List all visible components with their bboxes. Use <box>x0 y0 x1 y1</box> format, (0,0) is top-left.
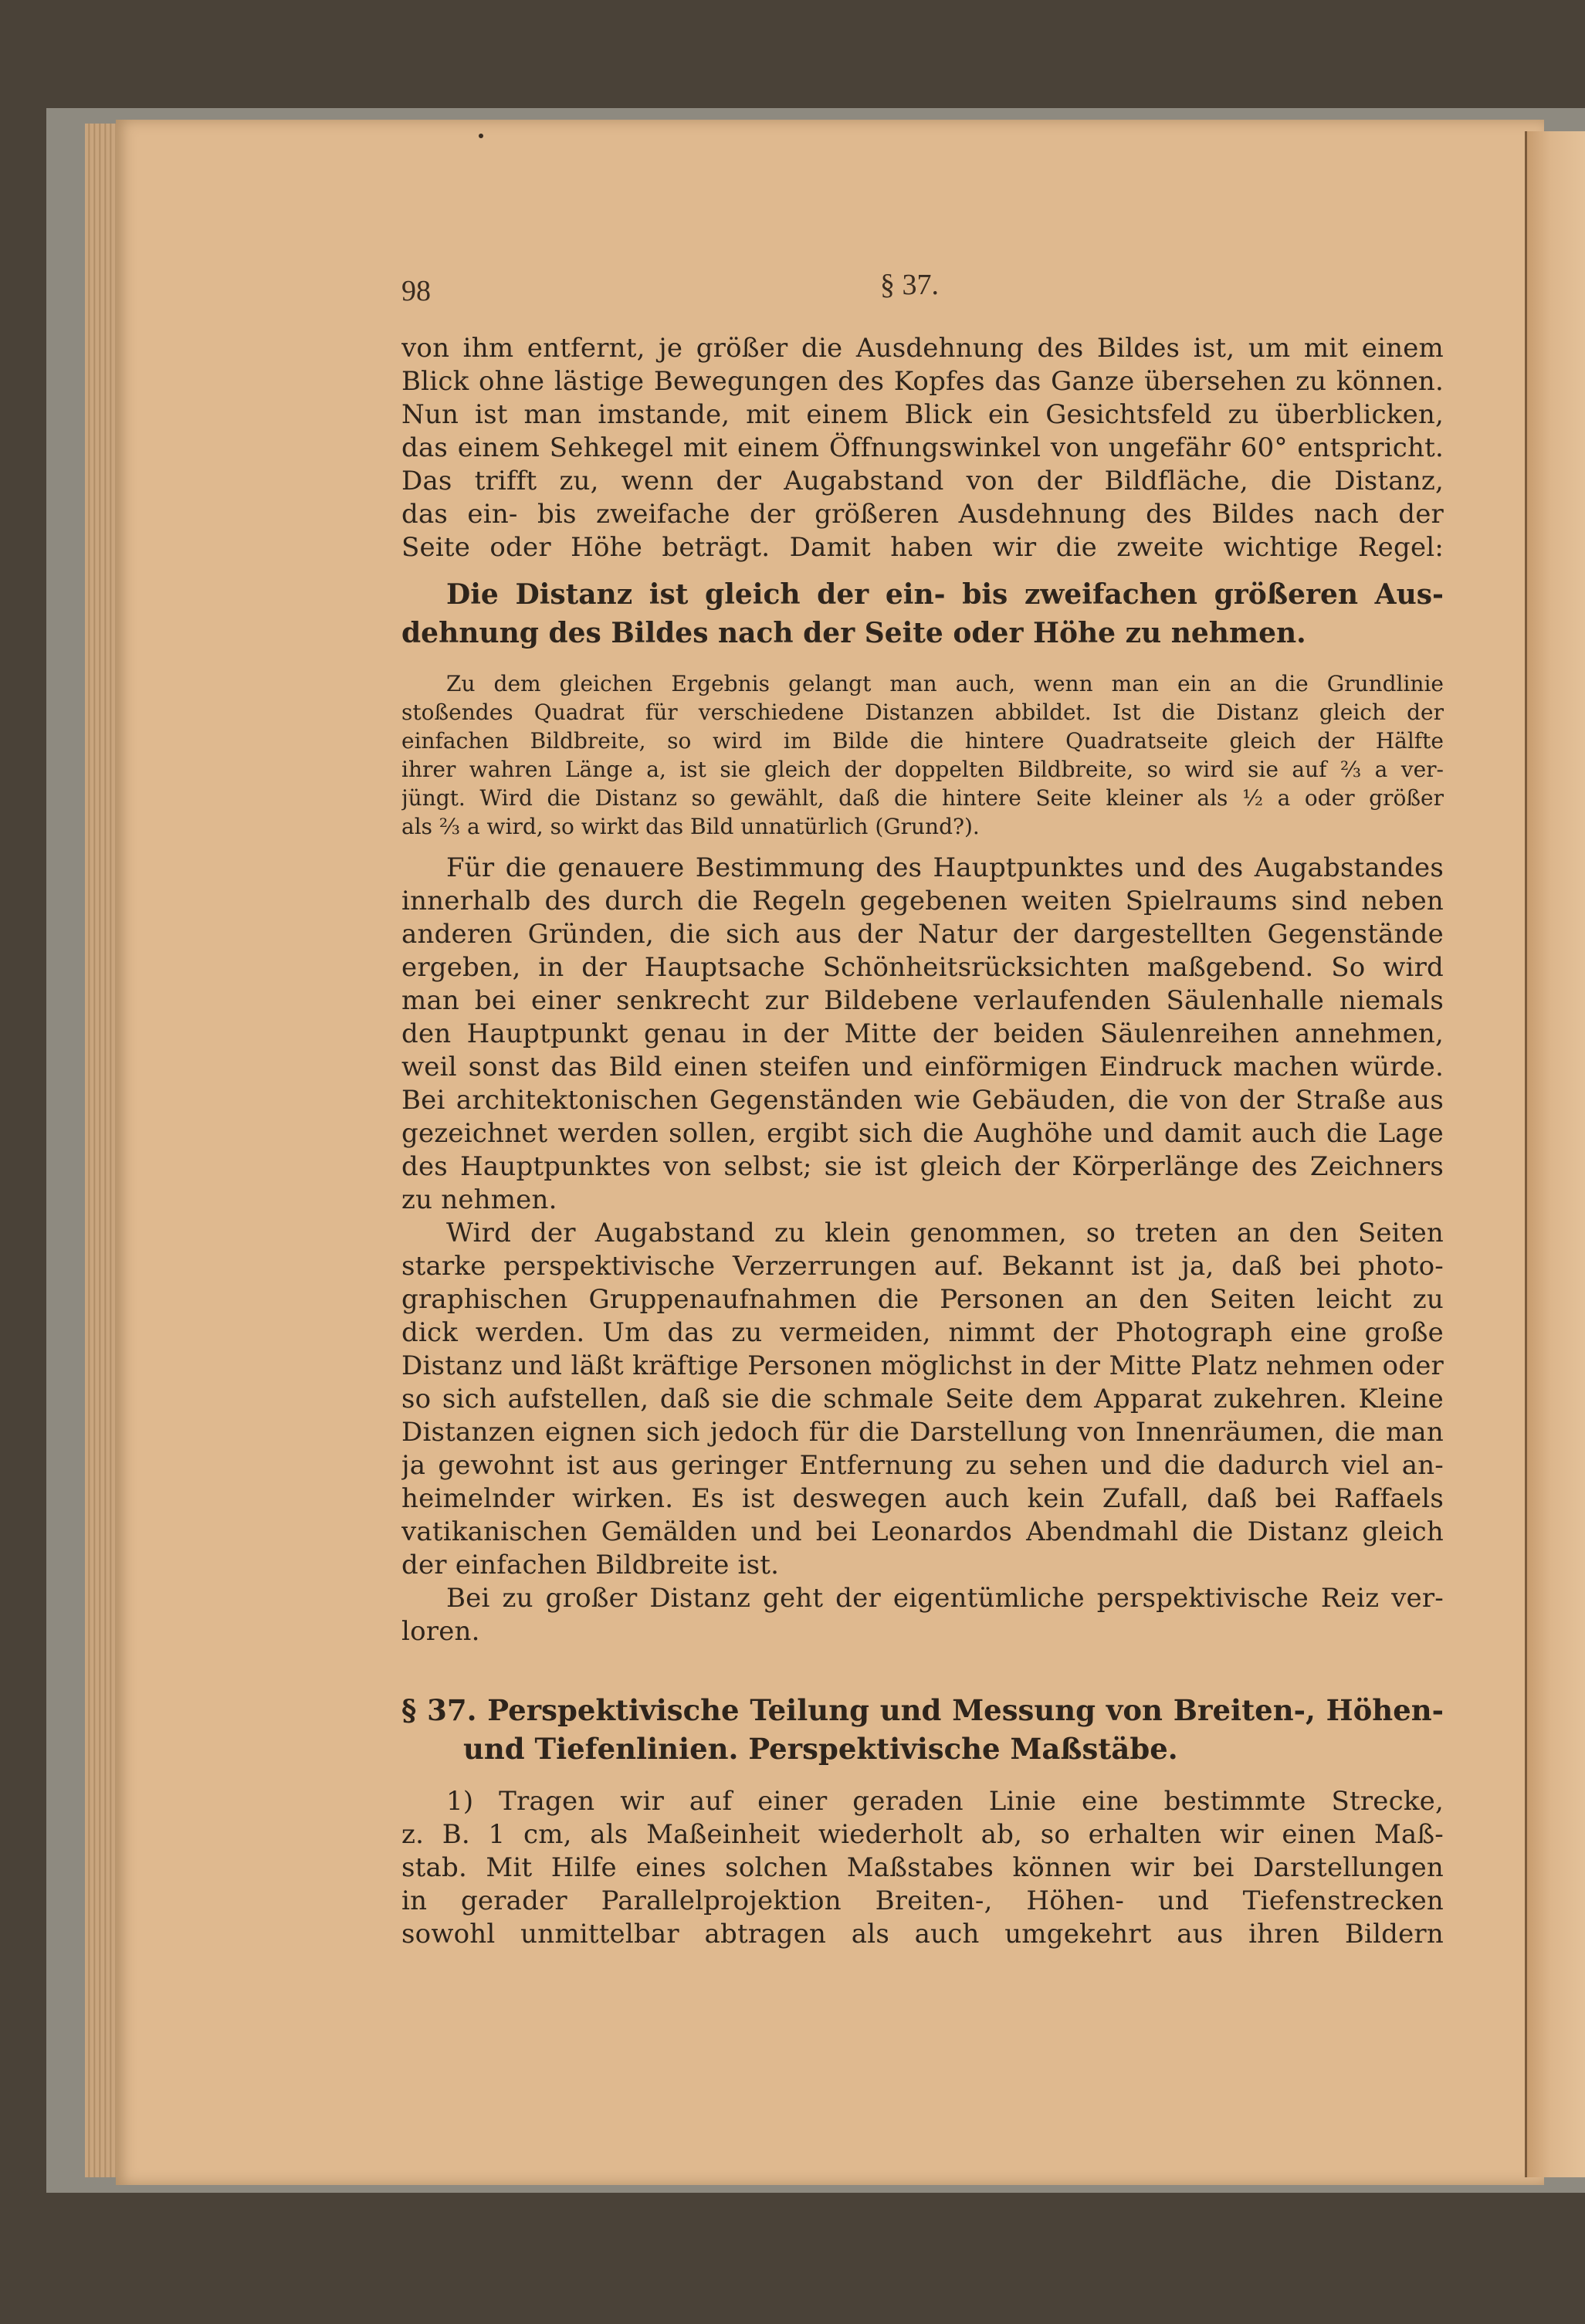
text-line: loren. <box>401 1616 480 1647</box>
rule-line: Die Distanz ist gleich der ein- bis zweifachen größeren Aus- <box>446 578 1444 611</box>
text-line: anderen Gründen, die sich aus der Natur der dargestellten Gegenstände <box>401 919 1444 950</box>
text-line: stab. Mit Hilfe eines solchen Maßstabes können wir bei Darstellungen <box>401 1852 1444 1883</box>
note-line: Zu dem gleichen Ergebnis gelangt man auch, wenn man ein an die Grundlinie <box>446 671 1444 696</box>
text-line: ergeben, in der Hauptsache Schönheitsrücksichten maßgebend. So wird <box>401 952 1444 983</box>
text-line: zu nehmen. <box>401 1184 557 1215</box>
running-head <box>401 269 1444 320</box>
text-line: man bei einer senkrecht zur Bildebene verlaufenden Säulenhalle niemals <box>401 985 1444 1016</box>
text-line: vatikanischen Gemälden und bei Leonardos Abendmahl die Distanz gleich <box>401 1516 1444 1547</box>
print-speck <box>479 134 483 138</box>
text-line: Wird der Augabstand zu klein genommen, so treten an den Seiten <box>446 1218 1444 1248</box>
rule-statement <box>401 575 1444 652</box>
text-line: 1) Tragen wir auf einer geraden Linie eine bestimmte Strecke, <box>446 1786 1444 1817</box>
text-line: Seite oder Höhe beträgt. Damit haben wir die zweite wichtige Regel: <box>401 532 1444 563</box>
text-line: Distanz und läßt kräftige Personen möglichst in der Mitte Platz nehmen oder <box>401 1350 1444 1381</box>
text-line: graphischen Gruppenaufnahmen die Personen an den Seiten leicht zu <box>401 1284 1444 1315</box>
heading-line: § 37. Perspektivische Teilung und Messung von Breiten-, Höhen- <box>401 1693 1444 1727</box>
paragraph-2 <box>401 852 1444 1217</box>
text-line: in gerader Parallelprojektion Breiten-, Höhen- und Tiefenstrecken <box>401 1885 1444 1916</box>
paragraph-5 <box>401 1785 1444 1951</box>
note-line: jüngt. Wird die Distanz so gewählt, daß die hintere Seite kleiner als ½ a oder größer <box>401 785 1444 811</box>
heading-line: und Tiefenlinien. Perspektivische Maßstäbe. <box>463 1732 1178 1766</box>
text-line: so sich aufstellen, daß sie die schmale Seite dem Apparat zukehren. Kleine <box>401 1384 1444 1414</box>
text-line: den Hauptpunkt genau in der Mitte der beiden Säulenreihen annehmen, <box>401 1018 1444 1049</box>
text-line: dick werden. Um das zu vermeiden, nimmt der Photograph eine große <box>401 1317 1444 1348</box>
text-line: gezeichnet werden sollen, ergibt sich die Aughöhe und damit auch die Lage <box>401 1118 1444 1149</box>
text-line: Bei architektonischen Gegenständen wie Gebäuden, die von der Straße aus <box>401 1085 1444 1116</box>
text-line: Nun ist man imstande, mit einem Blick ein Gesichtsfeld zu überblicken, <box>401 399 1444 430</box>
paragraph-4 <box>401 1582 1444 1648</box>
page-number: 98 <box>401 275 431 307</box>
note-line: ihrer wahren Länge a, ist sie gleich der doppelten Bildbreite, so wird sie auf ⅔ a ver- <box>401 757 1444 782</box>
note-line: einfachen Bildbreite, so wird im Bilde die hintere Quadratseite gleich der Hälfte <box>401 728 1444 754</box>
rule-line: dehnung des Bildes nach der Seite oder Höhe zu nehmen. <box>401 617 1306 649</box>
text-line: des Hauptpunktes von selbst; sie ist gleich der Körperlänge des Zeichners <box>401 1151 1444 1182</box>
text-line: z. B. 1 cm, als Maßeinheit wiederholt ab, so erhalten wir einen Maß- <box>401 1819 1444 1850</box>
note-line: stoßendes Quadrat für verschiedene Distanzen abbildet. Ist die Distanz gleich der <box>401 700 1444 725</box>
text-line: starke perspektivische Verzerrungen auf. Bekannt ist ja, daß bei photo- <box>401 1251 1444 1282</box>
text-line: sowohl unmittelbar abtragen als auch umgekehrt aus ihren Bildern <box>401 1919 1444 1950</box>
text-line: das ein- bis zweifache der größeren Ausdehnung des Bildes nach der <box>401 499 1444 530</box>
next-page-edge <box>1525 131 1585 2177</box>
section-reference: § 37. <box>880 269 939 301</box>
paragraph-3 <box>401 1217 1444 1582</box>
text-line: Distanzen eignen sich jedoch für die Darstellung von Innenräumen, die man <box>401 1417 1444 1448</box>
small-print-note <box>401 669 1444 841</box>
text-line: das einem Sehkegel mit einem Öffnungswinkel von ungefähr 60° entspricht. <box>401 432 1444 463</box>
section-heading <box>401 1691 1444 1768</box>
text-line: weil sonst das Bild einen steifen und einförmigen Eindruck machen würde. <box>401 1052 1444 1082</box>
page-body <box>401 332 1444 1951</box>
text-line: Das trifft zu, wenn der Augabstand von der Bildfläche, die Distanz, <box>401 466 1444 496</box>
text-line: Bei zu großer Distanz geht der eigentümliche perspektivische Reiz ver- <box>446 1583 1444 1614</box>
text-line: heimelnder wirken. Es ist deswegen auch kein Zufall, daß bei Raffaels <box>401 1483 1444 1514</box>
text-line: Blick ohne lästige Bewegungen des Kopfes das Ganze übersehen zu können. <box>401 366 1444 397</box>
paragraph-1 <box>401 332 1444 564</box>
note-line: als ⅔ a wird, so wirkt das Bild unnatürlich (Grund?). <box>401 814 980 839</box>
text-line: von ihm entfernt, je größer die Ausdehnung des Bildes ist, um mit einem <box>401 333 1444 364</box>
text-line: ja gewohnt ist aus geringer Entfernung zu sehen und die dadurch viel an- <box>401 1450 1444 1481</box>
text-line: Für die genauere Bestimmung des Hauptpunktes und des Augabstandes <box>446 852 1444 883</box>
text-line: innerhalb des durch die Regeln gegebenen weiten Spielraums sind neben <box>401 886 1444 916</box>
text-line: der einfachen Bildbreite ist. <box>401 1550 780 1580</box>
